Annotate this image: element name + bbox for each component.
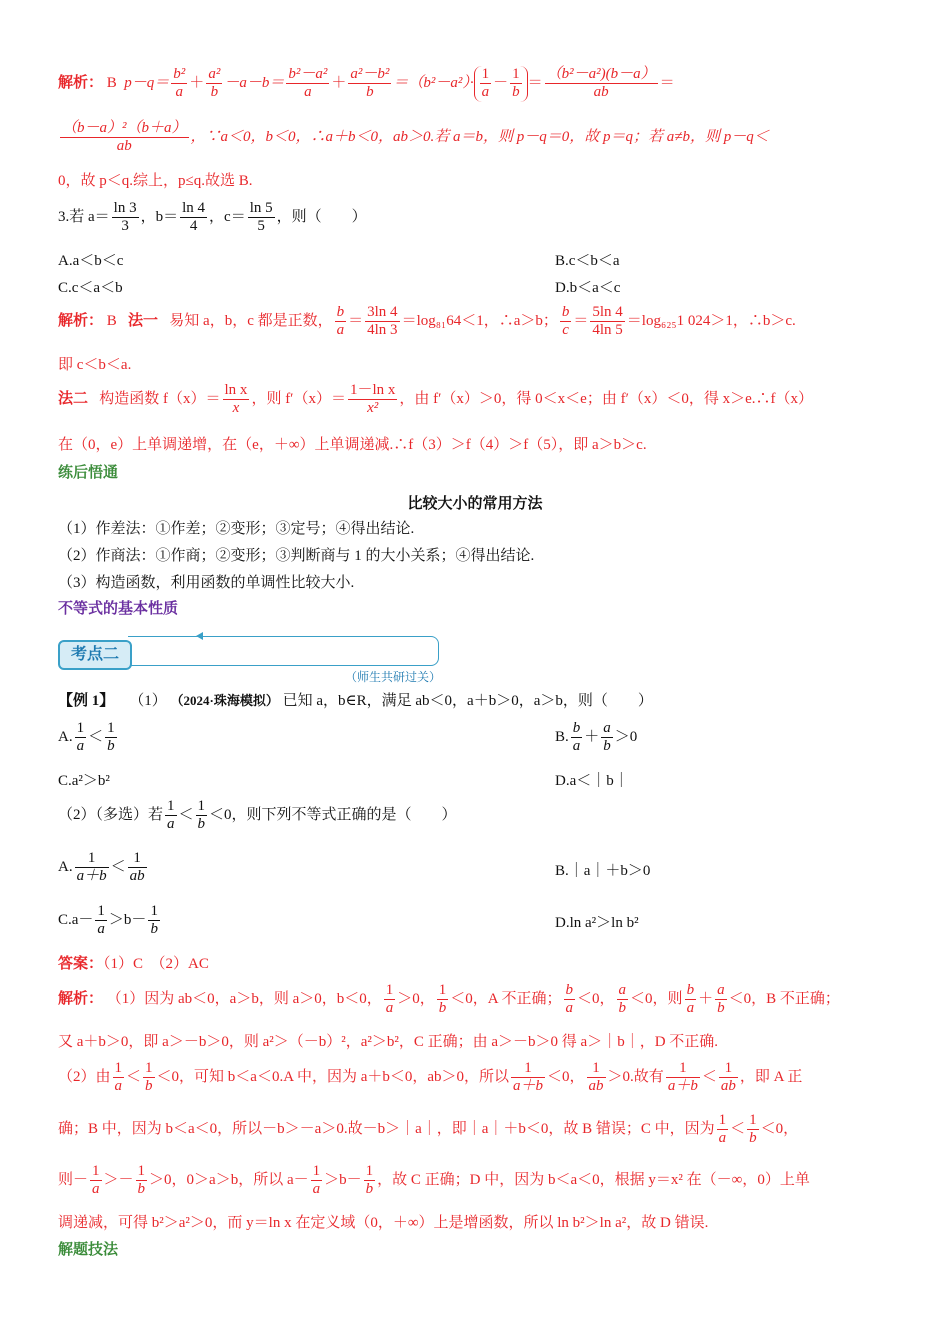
fraction: $\frac{\ln 4}{4}$ bbox=[182, 200, 206, 235]
solution-ex1-line5: 则－ $\frac{1}{a}$ ＞－ $\frac{1}{b}$ ＞0，0＞a＞b，所以 a－ $\frac{1}{a}$ ＞b－ $\frac{1}{b}$ ，故 C 正确；D 中，因为 b＜a＜0，根据 y＝x² 在（－∞，0）上单 bbox=[58, 1163, 810, 1198]
ex1-option-b: B. $\frac{b}{a}$ ＋ $\frac{a}{b}$ ＞0 bbox=[555, 720, 638, 755]
review-item: （1）作差法：①作差；②变形；③定号；④得出结论. bbox=[58, 521, 415, 537]
method-label: 法二 bbox=[58, 390, 89, 408]
solution-q3-conclusion: 即 c＜b＜a. bbox=[58, 357, 132, 373]
parenthesized-expression: $\frac{1}{a}$ － $\frac{1}{b}$ bbox=[474, 66, 528, 102]
review-item: （3）构造函数，利用函数的单调性比较大小. bbox=[58, 575, 355, 591]
question-3-stem: 3.若 a＝ $\frac{\ln 3}{3}$ ，b＝ $\frac{\ln 4}{4}$ ，c＝ $\frac{\ln 5}{5}$ ，则（ ） bbox=[58, 200, 367, 235]
solution-ex1-line1: 解析： （1）因为 ab＜0，a＞b，则 a＞0，b＜0， $\frac{1}{a}$ ＞0， $\frac{1}{b}$ ＜0，A 不正确； $\frac{b}{a}$ ＜0， $\frac{a}{b}$ ＜0，则 $\frac{b}{a}$ ＋ $\frac{a}{b}$ ＜0，B 不正确； bbox=[58, 982, 840, 1017]
q3-option-b: B.c＜b＜a bbox=[555, 253, 620, 269]
fraction: $\frac{5\ln 4}{4\ln 5}$ bbox=[592, 304, 623, 339]
solution-q2-line3: 0，故 p＜q.综上，p≤q.故选 B. bbox=[58, 173, 253, 189]
solution-q2-line1: 解析： B p－q＝ $\frac{\text{b²}}{a}$ ＋ $\frac{\text{a²}}{b}$ －a－b＝ $\frac{\text{b²－a²}}{a}$ ＋ $\frac{\text{a²－b²}}{b}$ ＝（b²－a²）· $\frac{1}{a}$ － $\frac{1}{b}$ ＝ $\frac{\text{（b²－a²)(b－a）}}{ab}$ ＝ bbox=[58, 66, 675, 101]
ex1-part2-option-b: B.｜a｜＋b＞0 bbox=[555, 863, 651, 879]
answer-line: 答案：（1）C （2）AC bbox=[58, 955, 209, 972]
arrow-icon bbox=[196, 632, 203, 640]
fraction: $\frac{\text{a²－b²}}{b}$ bbox=[350, 66, 390, 101]
review-item: （2）作商法：①作商；②变形；③判断商与 1 的大小关系；④得出结论. bbox=[58, 548, 535, 564]
badge-subtitle: （师生共研过关） bbox=[345, 670, 442, 684]
ex1-part2-option-c: C.a－ $\frac{1}{a}$ ＞b－ $\frac{1}{b}$ bbox=[58, 903, 158, 938]
solution-ex1-line6: 调递减，可得 b²＞a²＞0，而 y＝ln x 在定义域（0，＋∞）上是增函数，所以 ln b²＞ln a²，故 D 错误. bbox=[58, 1215, 709, 1231]
example-1-part2: （2）（多选）若 $\frac{1}{a}$ ＜ $\frac{1}{b}$ ＜0，则下列不等式正确的是（ ） bbox=[58, 798, 457, 833]
q3-option-a: A.a＜b＜c bbox=[58, 253, 124, 269]
example-1-part1: 【例 1】 （1） （2024·珠海模拟） 已知 a，b∈R，满足 ab＜0，a＋b＞0，a＞b，则（ ） bbox=[58, 693, 653, 709]
review-heading: 练后悟通 bbox=[58, 464, 119, 481]
fraction: $\frac{\text{（b－a）²（b＋a）}}{ab}$ bbox=[62, 120, 187, 155]
footer-heading: 解题技法 bbox=[58, 1241, 119, 1258]
fraction: $\frac{\text{ln x}}{x}$ bbox=[224, 382, 248, 417]
section-title: 不等式的基本性质 bbox=[58, 600, 179, 617]
fraction: $\frac{\ln 3}{3}$ bbox=[113, 200, 137, 235]
source-tag: （2024·珠海模拟） bbox=[170, 693, 279, 708]
fraction: $\frac{\text{a²}}{b}$ bbox=[208, 66, 221, 101]
fraction: $\frac{b}{c}$ bbox=[561, 304, 570, 339]
solution-q2-line2: $\frac{\text{（b－a）²（b＋a）}}{ab}$ ，∵a＜0，b＜0，∴a＋b＜0，ab＞0.若 a＝b，则 p－q＝0，故 p＝q；若 a≠b，则 p－q＜ bbox=[62, 120, 769, 155]
ex1-option-d: D.a＜｜b｜ bbox=[555, 773, 629, 789]
review-title: 比较大小的常用方法 bbox=[407, 495, 543, 512]
fraction: $\frac{\ln 5}{5}$ bbox=[249, 200, 273, 235]
solution-q3-method2-cont: 在（0，e）上单调递增，在（e，＋∞）上单调递减.∴f（3）＞f（4）＞f（5），即 a＞b＞c. bbox=[58, 437, 647, 453]
topic-badge: 考点二 bbox=[58, 640, 132, 670]
fraction: $\frac{\text{（b²－a²)(b－a）}}{ab}$ bbox=[546, 66, 656, 101]
solution-q3-method2: 法二 构造函数 f（x）＝ $\frac{\text{ln x}}{x}$ ，则 f′（x）＝ $\frac{\text{1－ln x}}{\text{x²}}$ ，由 f′（x）＞0，得 0＜x＜e；由 f′（x）＜0，得 x＞e.∴f（x） bbox=[58, 382, 814, 417]
fraction: $\frac{\text{b²－a²}}{a}$ bbox=[288, 66, 328, 101]
fraction: $\frac{\text{b²}}{a}$ bbox=[173, 66, 186, 101]
ex1-option-a: A. $\frac{1}{a}$ ＜ $\frac{1}{b}$ bbox=[58, 720, 115, 755]
fraction: $\frac{3\ln 4}{4\ln 3}$ bbox=[367, 304, 398, 339]
solution-q3-method1: 解析： B 法一 易知 a，b，c 都是正数， $\frac{b}{a}$ ＝ $\frac{3\ln 4}{4\ln 3}$ ＝log₈₁64＜1，∴a＞b； $\frac{b}{c}$ ＝ $\frac{5\ln 4}{4\ln 5}$ ＝log₆₂₅1 024＞1，∴b＞c. bbox=[58, 304, 796, 339]
badge-frame bbox=[128, 636, 439, 666]
method-label: 法一 bbox=[128, 312, 159, 330]
ex1-part2-option-d: D.ln a²＞ln b² bbox=[555, 915, 639, 931]
q3-option-d: D.b＜a＜c bbox=[555, 280, 621, 296]
solution-ex1-line2: 又 a＋b＞0，即 a＞－b＞0，则 a²＞（－b）²，a²＞b²，C 正确；由 a＞－b＞0 得 a＞｜b｜，D 不正确. bbox=[58, 1034, 719, 1050]
q3-option-c: C.c＜a＜b bbox=[58, 280, 123, 296]
fraction: $\frac{b}{a}$ bbox=[336, 304, 345, 339]
ex1-part2-option-a: A. $\frac{1}{a+b}$ ＜ $\frac{1}{ab}$ bbox=[58, 850, 145, 885]
fraction: $\frac{\text{1－ln x}}{\text{x²}}$ bbox=[349, 382, 396, 417]
answer-label: 答案： bbox=[58, 955, 104, 972]
solution-label: 解析： bbox=[58, 74, 104, 92]
solution-ex1-line3: （2）由 $\frac{1}{a}$ ＜ $\frac{1}{b}$ ＜0，可知 b＜a＜0.A 中，因为 a＋b＜0，ab＞0，所以 $\frac{1}{a+b}$ ＜0， $\frac{1}{ab}$ ＞0.故有 $\frac{1}{a+b}$ ＜ $\frac{1}{ab}$ ，即 A 正 bbox=[58, 1060, 803, 1095]
example-label: 【例 1】 bbox=[58, 693, 115, 709]
solution-ex1-line4: 确；B 中，因为 b＜a＜0，所以－b＞－a＞0.故－b＞｜a｜，即｜a｜＋b＜0，故 B 错误；C 中，因为 $\frac{1}{a}$ ＜ $\frac{1}{b}$ ＜0， bbox=[58, 1112, 799, 1147]
ex1-option-c: C.a²＞b² bbox=[58, 773, 110, 789]
